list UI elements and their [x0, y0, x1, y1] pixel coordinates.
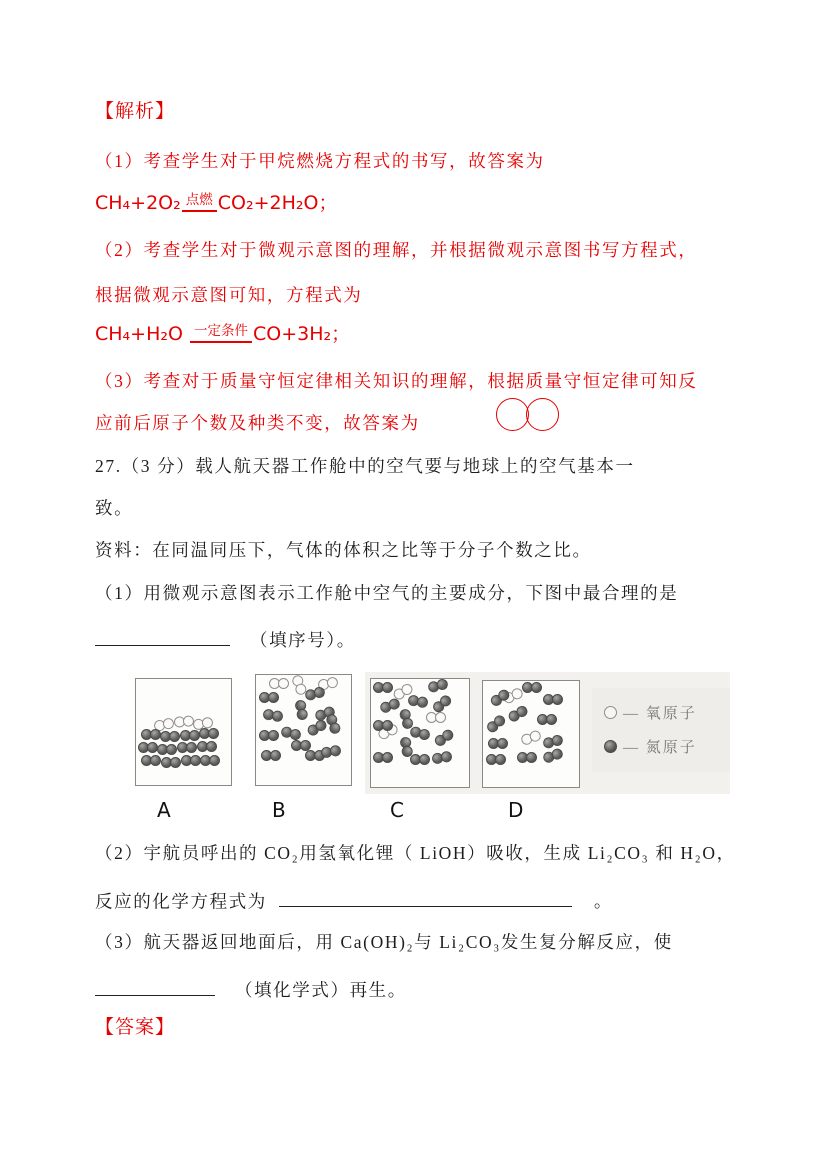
option-box-C — [370, 678, 470, 788]
option-label-B: B — [272, 798, 286, 822]
nitrogen-molecule — [200, 755, 221, 766]
nitrogen-molecule — [199, 728, 220, 739]
nitrogen-molecule — [160, 731, 181, 742]
legend-label: — 氧原子 — [623, 706, 697, 722]
question-27-note: 资料：在同温同压下，气体的体积之比等于分子个数之比。 — [95, 540, 592, 560]
question-27-part2-line-1: （2）宇航员呼出的 CO₂用氢氧化锂（ LiOH）吸收，生成 Li₂CO₃ 和 H₂O， — [95, 843, 736, 863]
option-box-A — [135, 678, 232, 786]
question-27-stem-line-2: 致。 — [95, 498, 134, 518]
atom-circle — [526, 398, 559, 431]
question-27-part2-blank-line — [95, 888, 613, 913]
blank-hint: （填化学式）再生。 — [234, 980, 407, 1001]
option-label-A: A — [157, 798, 171, 822]
fill-in-blank — [95, 977, 215, 996]
nitrogen-molecule — [489, 687, 513, 708]
nitrogen-molecule — [294, 699, 308, 722]
nitrogen-molecule — [507, 703, 531, 723]
nitrogen-molecule — [141, 729, 162, 740]
reaction-condition: 一定条件 — [190, 325, 252, 343]
nitrogen-molecule — [320, 744, 343, 758]
legend-label: — 氮原子 — [623, 740, 697, 756]
figure-option-labels — [0, 798, 827, 828]
atom-circle — [496, 398, 529, 431]
equation-lhs: CH₄+2O₂ — [95, 192, 181, 214]
analysis-item-1: （1）考查学生对于甲烷燃烧方程式的书写，故答案为 — [95, 151, 545, 171]
blank-suffix: 。 — [593, 891, 613, 912]
nitrogen-molecule — [410, 754, 431, 765]
nitrogen-molecule — [431, 750, 454, 764]
legend-item-nitrogen — [604, 736, 697, 757]
question-27-part1-line-1: （1）用微观示意图表示工作舱中空气的主要成分，下图中最合理的是 — [95, 583, 679, 603]
blank-prefix: 反应的化学方程式为 — [95, 891, 267, 912]
nitrogen-molecule — [409, 725, 432, 741]
diatomic-molecule-drawing — [496, 398, 559, 436]
option-box-B — [255, 674, 352, 786]
nitrogen-molecule — [161, 757, 182, 768]
fill-in-blank — [95, 627, 230, 646]
nitrogen-molecule — [197, 741, 218, 752]
figure-legend — [592, 688, 730, 772]
analysis-item-3-line-2: 应前后原子个数及种类不变，故答案为 — [95, 413, 420, 433]
nitrogen-molecule — [433, 727, 457, 748]
equation-rhs: CO₂+2H₂O； — [217, 192, 338, 214]
nitrogen-molecule — [537, 714, 558, 725]
analysis-item-2-line-2: 根据微观示意图可知，方程式为 — [95, 285, 363, 305]
analysis-item-3-line-1: （3）考查对于质量守恒定律相关知识的理解，根据质量守恒定律可知反 — [95, 371, 698, 391]
nitrogen-molecule — [407, 694, 430, 708]
nitrogen-molecule — [304, 685, 327, 701]
answer-header: 【答案】 — [95, 1017, 176, 1038]
nitrogen-molecule — [181, 755, 202, 766]
option-label-C: C — [390, 798, 404, 822]
question-27-part1-blank-line — [95, 627, 356, 652]
equation-methane-combustion — [95, 192, 337, 217]
blank-hint: （填序号）。 — [249, 630, 356, 651]
nitrogen-molecule — [138, 742, 159, 753]
fill-in-blank — [279, 888, 572, 907]
nitrogen-molecule — [180, 730, 201, 741]
nitrogen-molecule — [325, 713, 343, 736]
question-27-part3-line-1: （3）航天器返回地面后，用 Ca(OH)₂与 Li₂CO₃发生复分解反应，使 — [95, 932, 673, 952]
nitrogen-molecule — [373, 720, 394, 731]
nitrogen-molecule — [373, 682, 394, 693]
option-box-D — [482, 680, 580, 788]
nitrogen-molecule — [259, 730, 280, 741]
equation-lhs: CH₄+H₂O — [95, 323, 183, 345]
analysis-header: 【解析】 — [95, 101, 176, 122]
option-label-D: D — [508, 798, 524, 822]
legend-item-oxygen — [604, 702, 697, 723]
oxygen-molecule — [520, 729, 543, 747]
equation-methane-steam — [95, 323, 350, 348]
nitrogen-molecule — [485, 713, 508, 735]
nitrogen-molecule — [373, 752, 394, 763]
question-27-stem-line-1: 27.（3 分）载人航天器工作舱中的空气要与地球上的空气基本一 — [95, 456, 635, 476]
filled-circle-icon — [604, 740, 617, 753]
analysis-item-2-line-1: （2）考查学生对于微观示意图的理解，并根据微观示意图书写方程式， — [95, 240, 698, 260]
equation-rhs: CO+3H₂； — [253, 323, 351, 345]
open-circle-icon — [604, 706, 617, 719]
reaction-condition: 点燃 — [182, 194, 217, 212]
nitrogen-molecule — [522, 682, 543, 693]
nitrogen-molecule — [157, 744, 178, 755]
nitrogen-molecule — [141, 755, 162, 766]
figure-micro-diagrams — [130, 672, 750, 797]
oxygen-molecule — [269, 678, 290, 689]
nitrogen-molecule — [517, 752, 538, 763]
nitrogen-molecule — [543, 694, 564, 705]
nitrogen-molecule — [177, 742, 198, 753]
nitrogen-molecule — [488, 738, 509, 749]
nitrogen-molecule — [259, 692, 280, 703]
question-27-part3-blank-line — [95, 977, 407, 1002]
nitrogen-molecule — [262, 708, 285, 722]
nitrogen-molecule — [486, 754, 507, 765]
nitrogen-molecule — [261, 750, 282, 761]
